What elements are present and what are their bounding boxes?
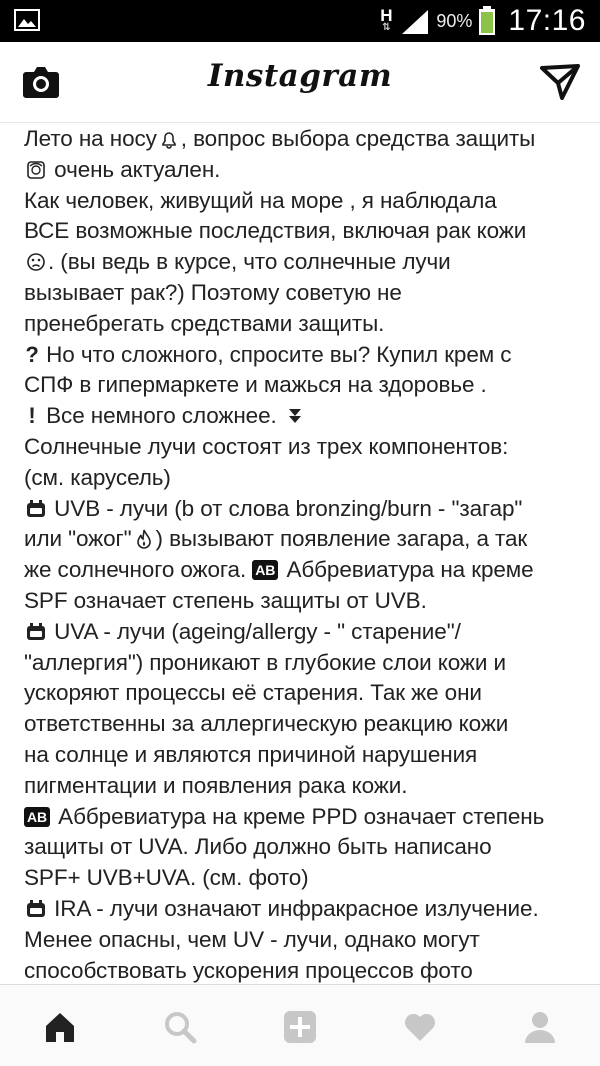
post-caption-area[interactable]: [0, 122, 600, 984]
heart-icon: [402, 1009, 438, 1045]
caption-text: способствовать ускорения процессов фото: [24, 957, 473, 983]
caption-line: [24, 155, 576, 186]
post-caption: [0, 124, 600, 984]
woman-icon: [26, 160, 46, 180]
caption-text: Аббревиатура на креме: [280, 557, 534, 583]
caption-text: Как человек, живущий на море , я наблюдала: [24, 187, 497, 213]
caption-line: [24, 278, 576, 309]
data-arrows-icon: ⇅: [382, 22, 391, 33]
caption-text: Менее опасны, чем UV - лучи, однако могут: [24, 926, 480, 952]
caption-text: , вопрос выбора средства защиты: [180, 126, 536, 151]
caption-line: [24, 401, 576, 432]
caption-line: [24, 247, 576, 278]
caption-text: пренебрегать средствами защиты.: [24, 310, 385, 336]
nav-home-button[interactable]: [42, 1009, 78, 1045]
caption-text: UVA - лучи (ageing/allergy - " старение"/: [48, 618, 461, 644]
caption-text: UVB - лучи (b от слова bronzing/burn - "загар": [48, 495, 523, 521]
gallery-notification-icon: [14, 9, 40, 31]
ab-icon: AB: [252, 560, 278, 580]
caption-line: [24, 124, 576, 155]
caption-line: [24, 309, 576, 340]
caption-line: [24, 894, 576, 925]
caption-text: вызывает рак?) Поэтому советую не: [24, 279, 402, 305]
caption-text: ВСЕ возможные последствия, включая рак кожи: [24, 218, 527, 244]
caption-line: [24, 370, 576, 401]
ab-icon: AB: [24, 807, 50, 827]
caption-line: [24, 863, 576, 894]
profile-icon: [522, 1009, 558, 1045]
question-icon: ?: [25, 341, 39, 367]
caption-line: [24, 740, 576, 771]
caption-line: [24, 586, 576, 617]
caption-text: IRA - лучи означают инфракрасное излучение.: [48, 895, 539, 921]
caption-text: же солнечного ожога.: [24, 557, 253, 583]
caption-line: [24, 956, 576, 984]
fire-icon: [134, 529, 154, 549]
direct-message-icon[interactable]: [540, 64, 580, 100]
caption-text: Солнечные лучи состоят из трех компонентов:: [24, 433, 509, 459]
add-icon: [282, 1009, 318, 1045]
caption-text: очень актуален.: [48, 156, 221, 182]
caption-text: Аббревиатура на креме PPD означает степень: [52, 803, 545, 829]
clock: 17:16: [508, 4, 586, 37]
caption-line: [24, 925, 576, 956]
battery-percent: 90%: [436, 10, 473, 31]
caption-line: [24, 524, 576, 555]
caption-text: (см. карусель): [24, 464, 171, 490]
caption-text: Но что сложного, спросите вы? Купил крем с: [40, 341, 512, 367]
caption-line: [24, 463, 576, 494]
network-type-indicator: H ⇅: [380, 6, 393, 33]
caption-text: ускоряют процессы её старения. Так же они: [24, 680, 482, 706]
caption-text: Лето на носу: [24, 126, 157, 151]
nav-add-button[interactable]: [282, 1009, 318, 1045]
signal-strength-icon: [400, 8, 430, 34]
caption-text: на солнце и являются причиной нарушения: [24, 741, 478, 767]
app-header: [0, 42, 600, 123]
caption-line: [24, 340, 576, 371]
search-icon: [162, 1009, 198, 1045]
nav-activity-button[interactable]: [402, 1009, 438, 1045]
caption-line: [24, 802, 576, 833]
caption-line: [24, 771, 576, 802]
arrows-down-icon: [285, 406, 305, 426]
status-bar: [0, 0, 600, 42]
caption-line: [24, 555, 576, 586]
caption-text: защиты от UVA. Либо должно быть написано: [24, 834, 492, 860]
caption-line: [24, 186, 576, 217]
caption-text: SPF означает степень защиты от UVB.: [24, 587, 427, 613]
caption-line: [24, 709, 576, 740]
caption-line: [24, 216, 576, 247]
caption-text: или "ожог": [24, 526, 132, 552]
caption-text: ответственны за аллергическую реакцию кожи: [24, 711, 509, 737]
home-icon: [42, 1009, 78, 1045]
caption-text: пигментации и появления рака кожи.: [24, 772, 408, 798]
exclamation-icon: !: [28, 403, 36, 429]
caption-text: СПФ в гипермаркете и мажься на здоровье .: [24, 372, 487, 398]
caption-text: ) вызывают появление загара, а так: [155, 526, 528, 552]
worried-face-icon: [26, 252, 46, 272]
caption-text: Все немного сложнее.: [40, 403, 283, 429]
label-icon: [26, 499, 46, 519]
caption-line: [24, 648, 576, 679]
caption-text: . (вы ведь в курсе, что солнечные лучи: [48, 249, 451, 275]
label-icon: [26, 622, 46, 642]
instagram-logo: Instagram: [207, 58, 393, 94]
caption-line: [24, 678, 576, 709]
nav-search-button[interactable]: [162, 1009, 198, 1045]
caption-text: SPF+ UVB+UVA. (см. фото): [24, 865, 309, 891]
bell-icon: [159, 129, 179, 149]
caption-line: [24, 432, 576, 463]
caption-text: "аллергия") проникают в глубокие слои кожи и: [24, 649, 506, 675]
battery-icon: [478, 6, 496, 36]
label-icon: [26, 899, 46, 919]
nav-profile-button[interactable]: [522, 1009, 558, 1045]
bottom-navigation: [0, 984, 600, 1066]
caption-line: [24, 494, 576, 525]
caption-line: [24, 617, 576, 648]
caption-line: [24, 832, 576, 863]
